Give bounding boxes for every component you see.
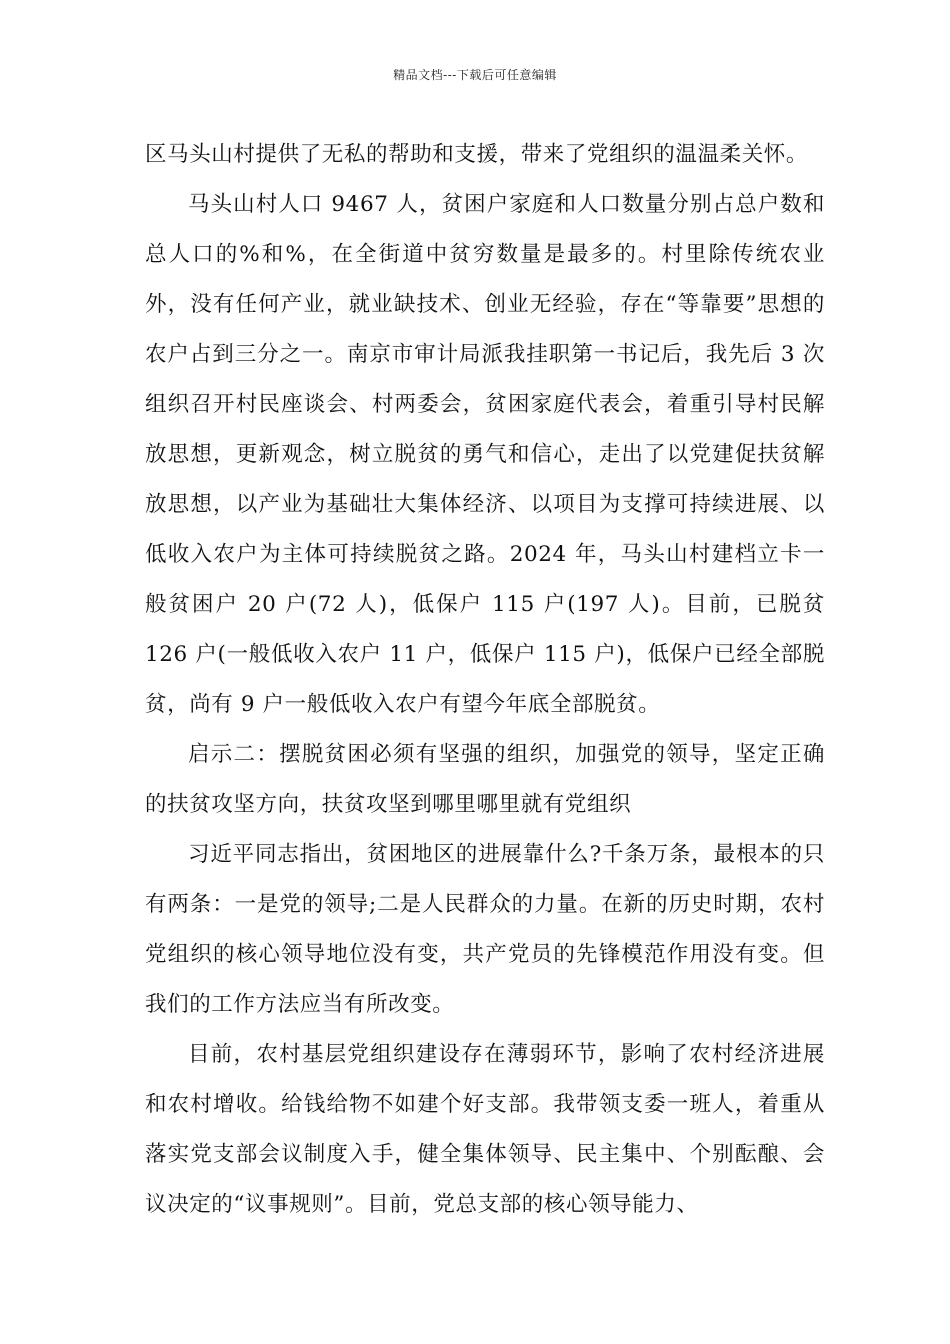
paragraph-4: 习近平同志指出，贫困地区的进展靠什么?千条万条，最根本的只有两条：一是党的领导;二是人民群众的力量。在新的历史时期，农村党组织的核心领导地位没有变，共产党员的先锋模范作用没有变。但我们的工作方法应当有所改变。 — [145, 842, 825, 1017]
paragraph-2: 马头山村人口 9467 人，贫困户家庭和人口数量分别占总户数和总人口的%和%，在全街道中贫穷数量是最多的。村里除传统农业外，没有任何产业，就业缺技术、创业无经验，存在“等靠要”思想的农户占到三分之一。南京市审计局派我挂职第一书记后，我先后 3 次组织召开村民座谈会、村两委会，贫困家庭代表会，着重引导村民解放思想，更新观念，树立脱贫的勇气和信心，走出了以党建促扶贫解放思想，以产业为基础壮大集体经济、以项目为支撑可持续进展、以低收入农户为主体可持续脱贫之路。2024 年，马头山村建档立卡一般贫困户 20 户(72 人)，低保户 115 户(197 人)。目前，已脱贫 126 户(一般低收入农户 11 户，低保户 115 户)，低保户已经全部脱贫，尚有 9 户一般低收入农户有望今年底全部脱贫。 — [145, 192, 825, 717]
document-body — [145, 130, 825, 1230]
paragraph-5: 目前，农村基层党组织建设存在薄弱环节，影响了农村经济进展和农村增收。给钱给物不如建个好支部。我带领支委一班人，着重从落实党支部会议制度入手，健全集体领导、民主集中、个别酝酿、会议决定的“议事规则”。目前，党总支部的核心领导能力、 — [145, 1042, 825, 1217]
page-header: 精品文档---下载后可任意编辑 — [393, 68, 557, 82]
paragraph-1: 区马头山村提供了无私的帮助和支援，带来了党组织的温温柔关怀。 — [145, 142, 809, 167]
paragraph-3-heading: 启示二：摆脱贫困必须有坚强的组织，加强党的领导，坚定正确的扶贫攻坚方向，扶贫攻坚到哪里哪里就有党组织 — [145, 742, 825, 817]
